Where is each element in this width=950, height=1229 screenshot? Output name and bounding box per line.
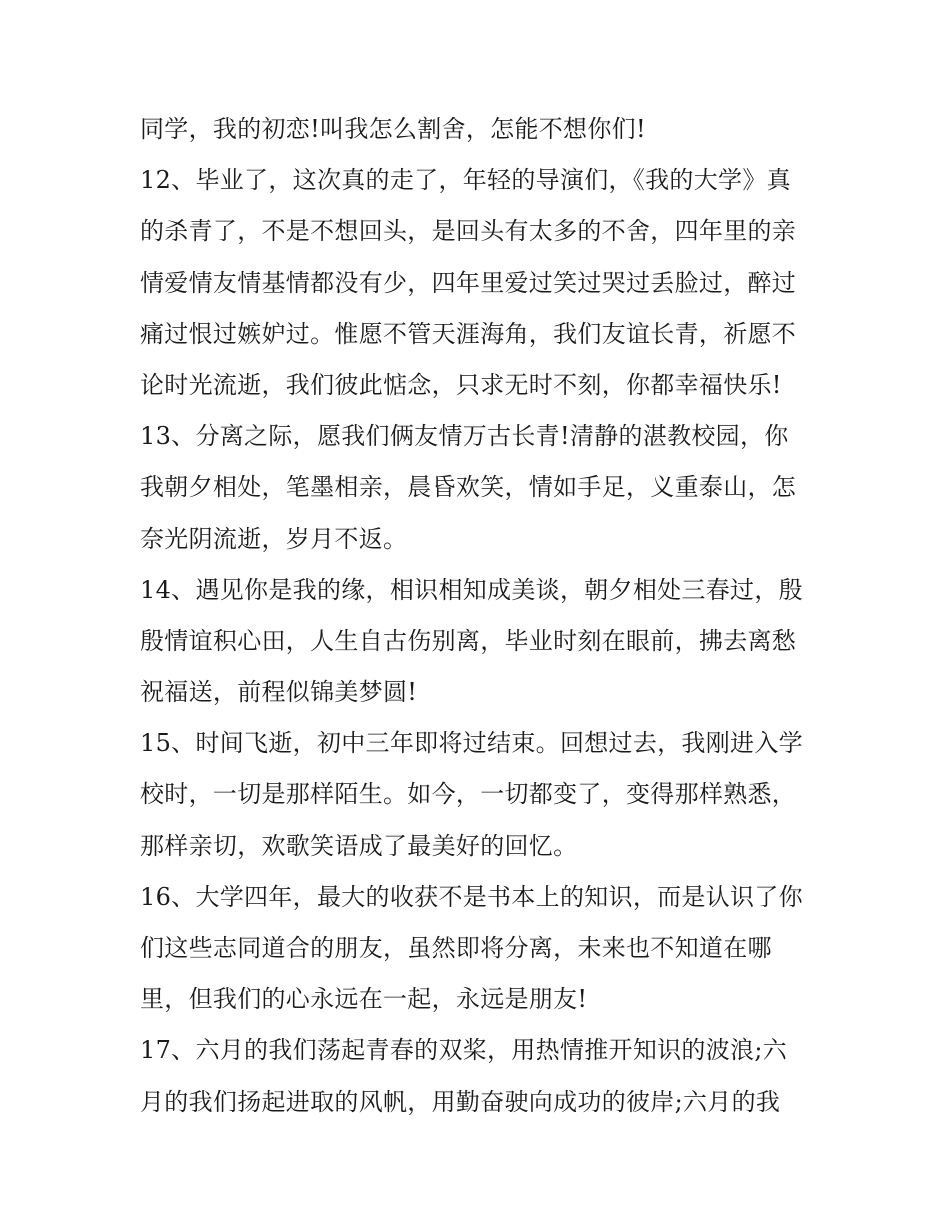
text-line: 14、遇见你是我的缘，相识相知成美谈，朝夕相处三春过，殷	[140, 575, 803, 604]
text-line: 12、毕业了，这次真的走了，年轻的导演们，《我的大学》真	[140, 166, 791, 195]
text-line: 我朝夕相处，笔墨相亲，晨昏欢笑，情如手足，义重泰山，怎	[140, 473, 797, 502]
text-line: 的杀青了，不是不想回头，是回头有太多的不舍，四年里的亲	[140, 217, 797, 246]
text-line: 17、六月的我们荡起青春的双桨，用热情推开知识的波浪;六	[140, 1036, 788, 1065]
text-line: 们这些志同道合的朋友，虽然即将分离，未来也不知道在哪	[140, 934, 772, 962]
text-line: 里，但我们的心永远在一起，永远是朋友!	[140, 985, 588, 1014]
text-line: 同学，我的初恋!叫我怎么割舍，怎能不想你们!	[140, 115, 646, 143]
text-line: 奈光阴流逝，岁月不返。	[140, 524, 408, 553]
text-line: 13、分离之际，愿我们俩友情万古长青!清静的湛教校园，你	[140, 422, 789, 451]
text-line: 痛过恨过嫉妒过。惟愿不管天涯海角，我们友谊长青，祈愿不	[140, 319, 797, 348]
text-line: 月的我们扬起进取的风帆，用勤奋驶向成功的彼岸;六月的我	[140, 1087, 781, 1116]
text-line: 15、时间飞逝，初中三年即将过结束。回想过去，我刚进入学	[140, 729, 803, 758]
document-body	[140, 104, 820, 1128]
text-line: 论时光流逝，我们彼此惦念，只求无时不刻，你都幸福快乐!	[140, 370, 782, 399]
text-line: 情爱情友情基情都没有少，四年里爱过笑过哭过丢脸过，醉过	[140, 268, 797, 297]
text-line: 那样亲切，欢歌笑语成了最美好的回忆。	[140, 831, 578, 860]
text-line: 祝福送，前程似锦美梦圆!	[140, 678, 418, 707]
text-line: 校时，一切是那样陌生。如今，一切都变了，变得那样熟悉，	[140, 780, 797, 809]
text-line: 殷情谊积心田，人生自古伤别离，毕业时刻在眼前，拂去离愁	[140, 626, 797, 655]
text-line: 16、大学四年，最大的收获不是书本上的知识，而是认识了你	[140, 882, 803, 911]
